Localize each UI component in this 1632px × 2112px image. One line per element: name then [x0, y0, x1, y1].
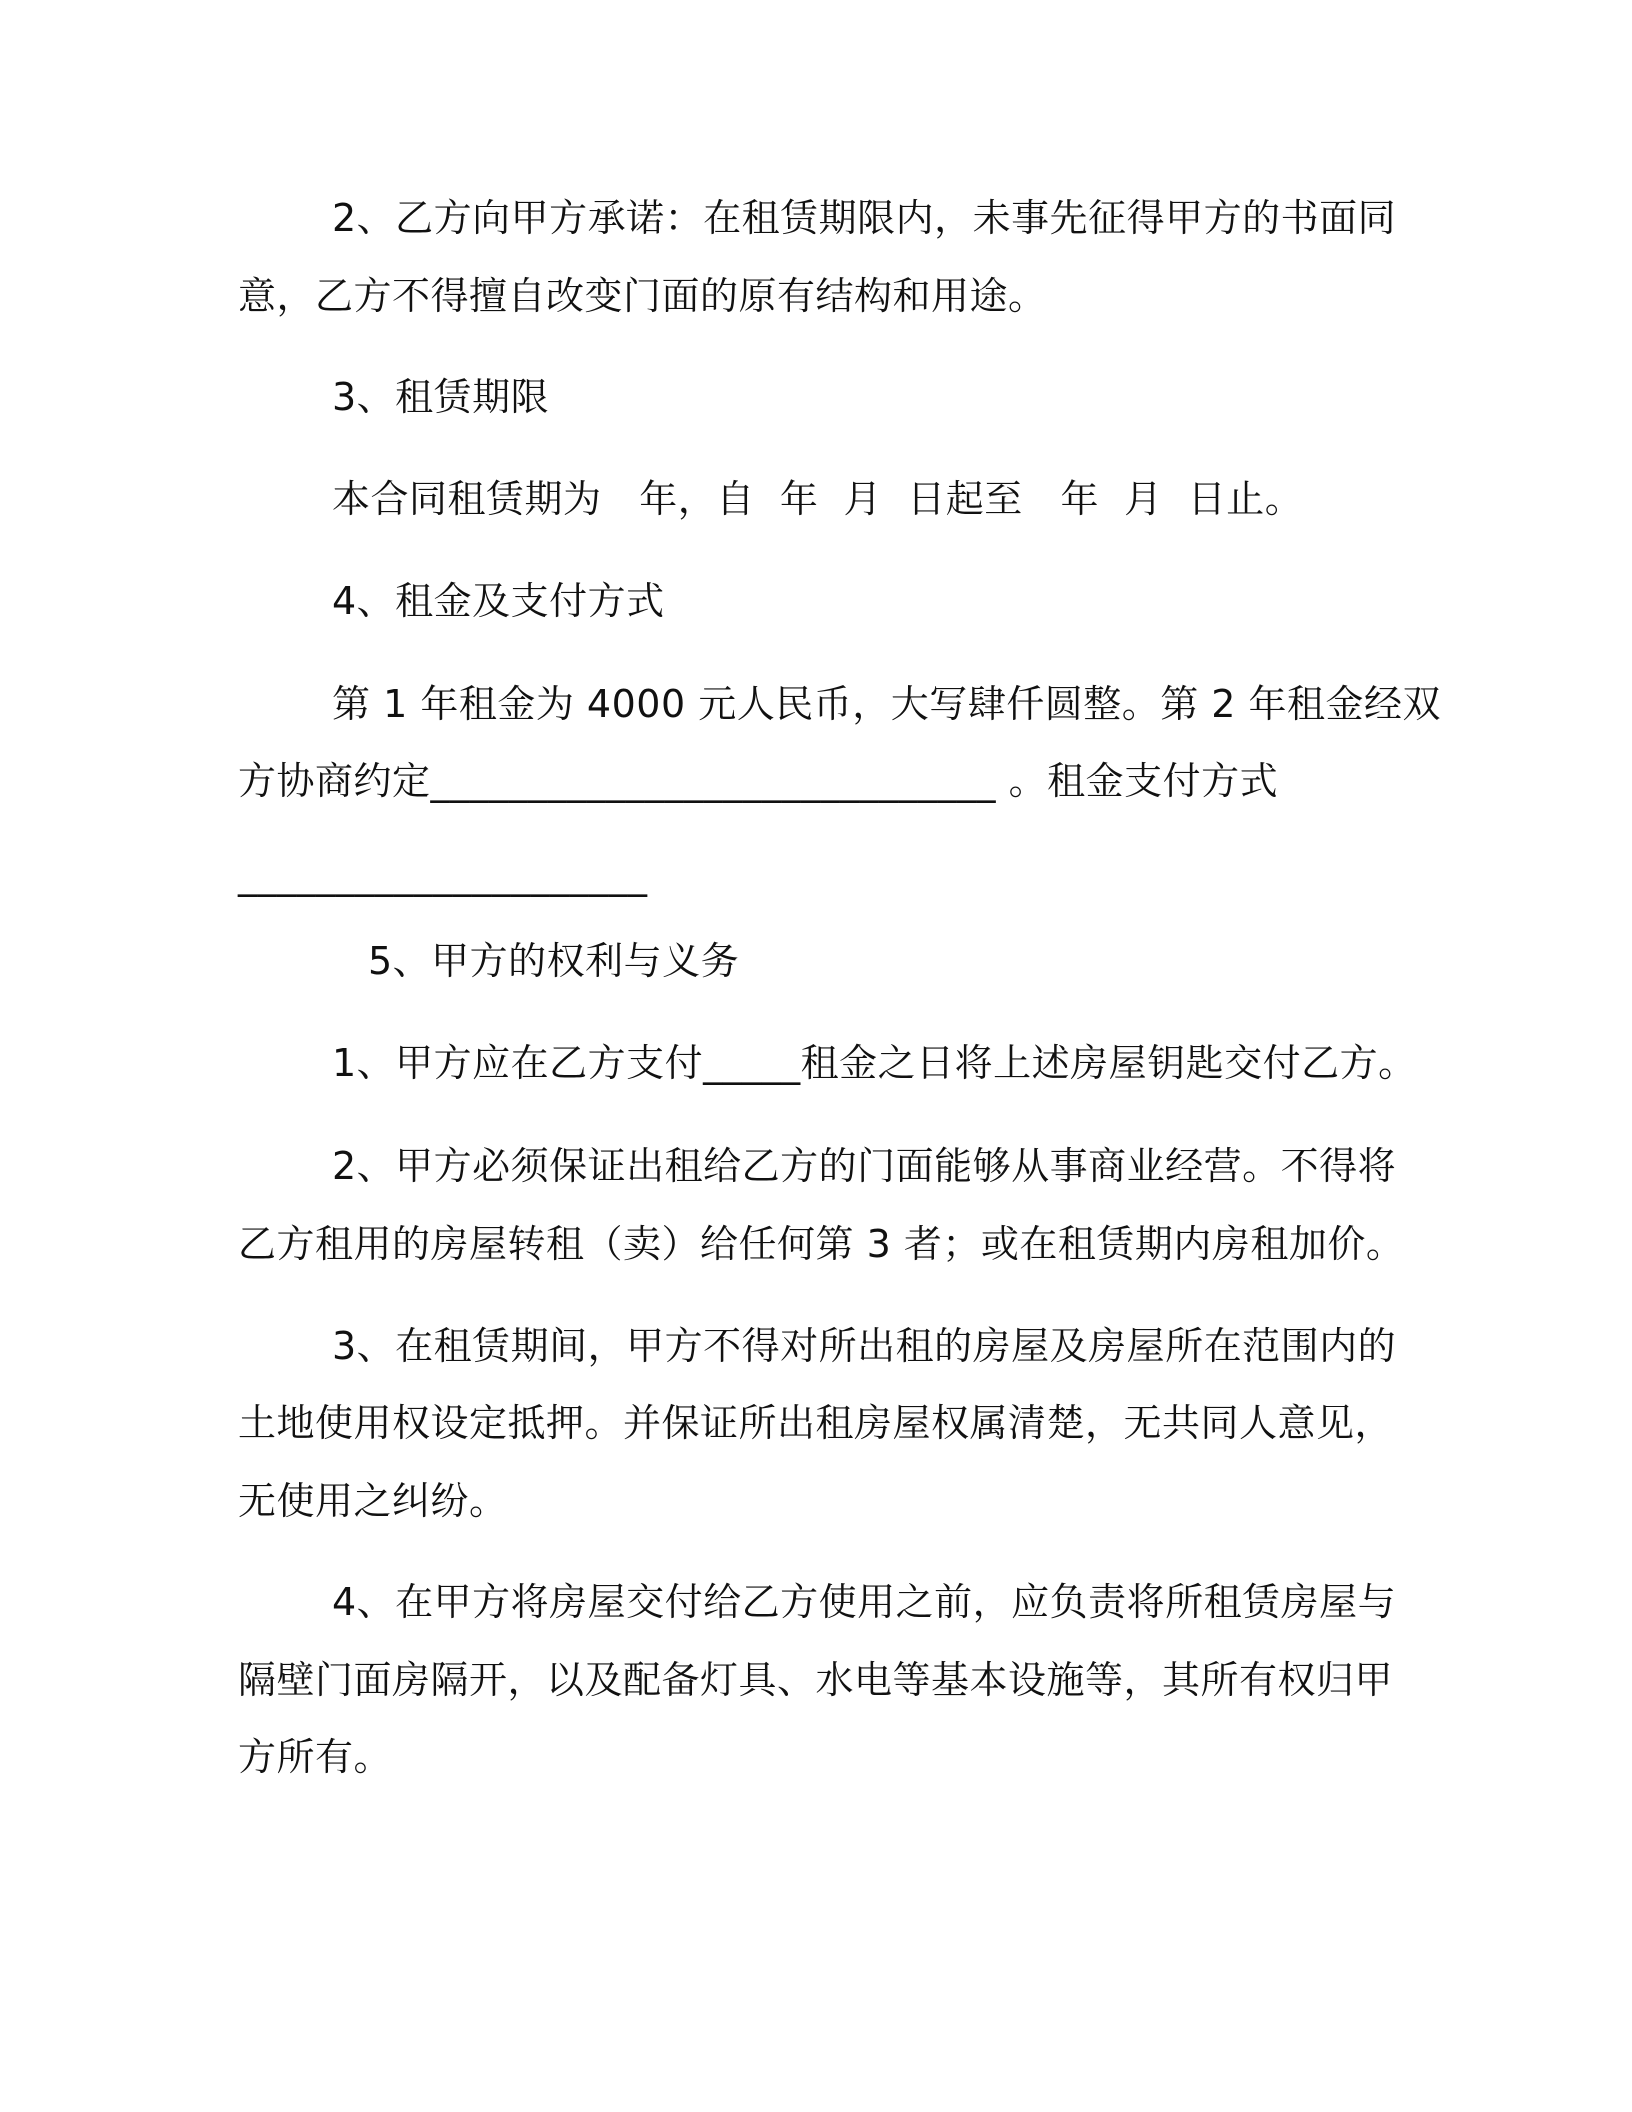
clause-2-line-1: 2、乙方向甲方承诺：在租赁期限内，未事先征得甲方的书面同	[332, 196, 1397, 240]
rent-line-1: 第 1 年租金为 4000 元人民币，大写肆仟圆整。第 2 年租金经双	[332, 682, 1442, 726]
obligation-4-line-1: 4、在甲方将房屋交付给乙方使用之前，应负责将所租赁房屋与	[332, 1580, 1397, 1624]
clause-2-line-2: 意，乙方不得擅自改变门面的原有结构和用途。	[238, 274, 1047, 318]
rent-line-2: 方协商约定_____________________________ 。租金支付方式	[238, 759, 1279, 803]
obligation-2-line-2: 乙方租用的房屋转租（卖）给任何第 3 者；或在租赁期内房租加价。	[238, 1222, 1405, 1266]
obligation-1: 1、甲方应在乙方支付_____租金之日将上述房屋钥匙交付乙方。	[332, 1041, 1417, 1085]
lease-term-text: 本合同租赁期为 年，自 年 月 日起至 年 月 日止。	[332, 477, 1304, 521]
section-5-heading: 5、甲方的权利与义务	[368, 939, 740, 983]
section-4-heading: 4、租金及支付方式	[332, 579, 665, 623]
obligation-4-line-3: 方所有。	[238, 1735, 393, 1779]
obligation-2-line-1: 2、甲方必须保证出租给乙方的门面能够从事商业经营。不得将	[332, 1144, 1397, 1188]
section-3-heading: 3、租赁期限	[332, 375, 550, 419]
obligation-3-line-1: 3、在租赁期间，甲方不得对所出租的房屋及房屋所在范围内的	[332, 1324, 1397, 1368]
obligation-3-line-2: 土地使用权设定抵押。并保证所出租房屋权属清楚，无共同人意见，	[238, 1401, 1394, 1445]
obligation-3-line-3: 无使用之纠纷。	[238, 1479, 508, 1523]
obligation-4-line-2: 隔壁门面房隔开，以及配备灯具、水电等基本设施等，其所有权归甲	[238, 1658, 1394, 1702]
rent-line-3: _____________________	[238, 853, 648, 897]
